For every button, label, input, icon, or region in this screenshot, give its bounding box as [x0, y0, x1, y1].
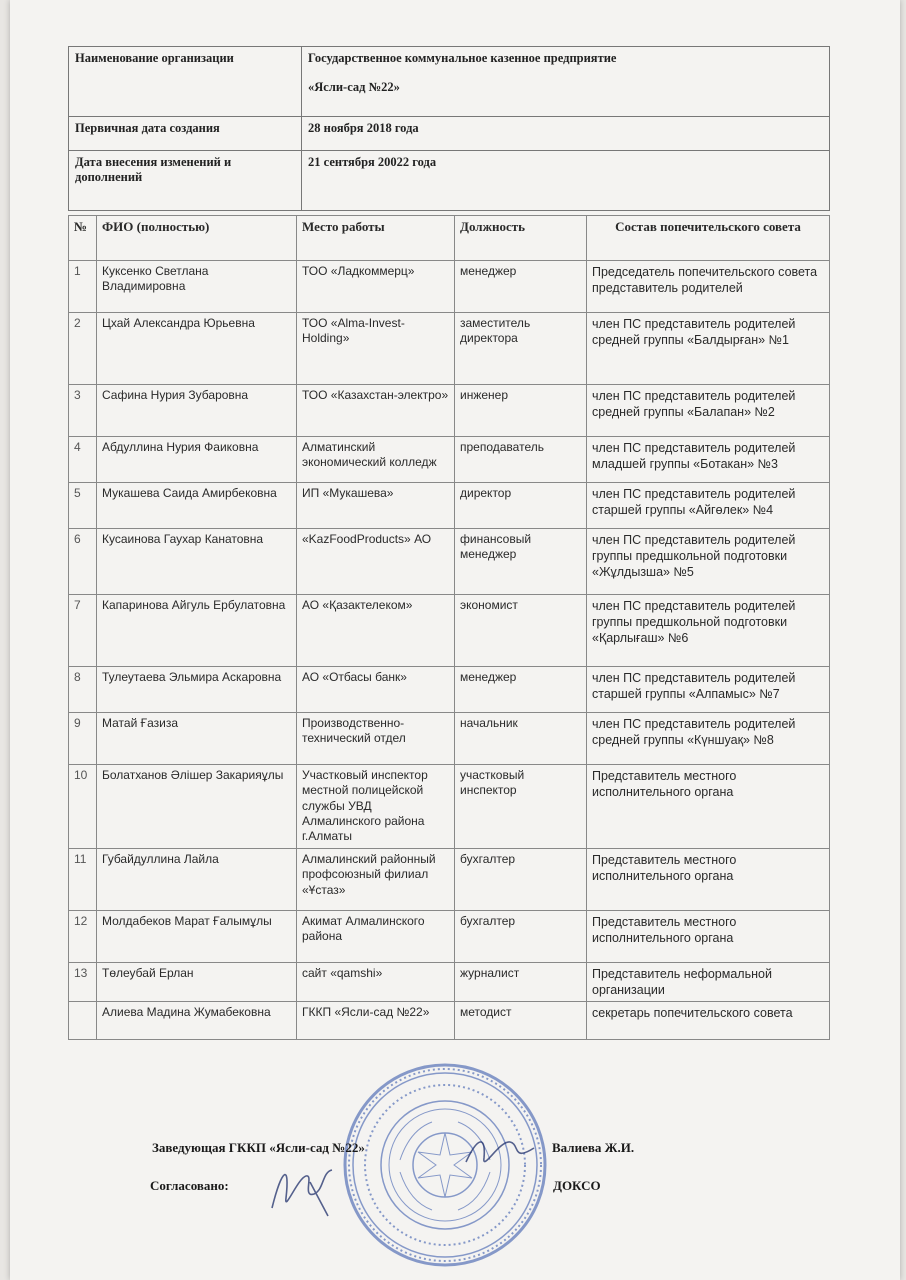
member-council-role: секретарь попечительского совета	[587, 1001, 830, 1039]
table-header-row	[69, 216, 830, 261]
table-row	[69, 313, 830, 385]
table-row	[69, 713, 830, 765]
member-council-role: член ПС представитель родителей старшей группы «Айгөлек» №4	[587, 483, 830, 529]
member-position: бухгалтер	[455, 910, 587, 962]
header-work: Место работы	[297, 216, 455, 261]
created-label: Первичная дата создания	[69, 117, 302, 151]
member-workplace: АО «Отбасы банк»	[297, 667, 455, 713]
header-num: №	[69, 216, 97, 261]
member-position: финансовый менеджер	[455, 529, 587, 595]
agreed-organization: ДОКСО	[553, 1178, 601, 1193]
member-name: Куксенко Светлана Владимировна	[97, 261, 297, 313]
member-name: Абдуллина Нурия Фаиковна	[97, 437, 297, 483]
member-workplace: ТОО «Казахстан-электро»	[297, 385, 455, 437]
header-council: Состав попечительского совета	[587, 216, 830, 261]
member-position: участковый инспектор	[455, 765, 587, 849]
org-line-1: Государственное коммунальное казенное предприятие	[308, 51, 617, 65]
member-council-role: член ПС представитель родителей средней группы «Балапан» №2	[587, 385, 830, 437]
created-value: 28 ноября 2018 года	[302, 117, 830, 151]
agreed-label: Согласовано:	[150, 1178, 229, 1193]
signature-head	[460, 1128, 540, 1174]
member-position: директор	[455, 483, 587, 529]
head-signature-name: Валиева Ж.И.	[552, 1140, 635, 1155]
member-position: журналист	[455, 962, 587, 1001]
organization-info-table	[68, 46, 830, 211]
member-name: Капаринова Айгуль Ербулатовна	[97, 595, 297, 667]
member-name: Төлеубай Ерлан	[97, 962, 297, 1001]
row-number: 9	[69, 713, 97, 765]
table-row	[69, 765, 830, 849]
row-number	[69, 1001, 97, 1039]
member-council-role: член ПС представитель родителей средней группы «Күншуақ» №8	[587, 713, 830, 765]
member-name: Молдабеков Марат Ғалымұлы	[97, 910, 297, 962]
info-row-changes	[69, 151, 830, 211]
org-line-2: «Ясли-сад №22»	[308, 80, 400, 94]
member-council-role: член ПС представитель родителей группы предшкольной подготовки «Қарлығаш» №6	[587, 595, 830, 667]
member-council-role: Представитель неформальной организации	[587, 962, 830, 1001]
table-row	[69, 848, 830, 910]
member-name: Губайдуллина Лайла	[97, 848, 297, 910]
table-row	[69, 437, 830, 483]
member-council-role: Представитель местного исполнительного органа	[587, 910, 830, 962]
member-council-role: член ПС представитель родителей старшей группы «Алпамыс» №7	[587, 667, 830, 713]
member-workplace: «KazFoodProducts» АО	[297, 529, 455, 595]
row-number: 3	[69, 385, 97, 437]
member-workplace: ИП «Мукашева»	[297, 483, 455, 529]
row-number: 5	[69, 483, 97, 529]
member-council-role: Представитель местного исполнительного органа	[587, 765, 830, 849]
member-name: Цхай Александра Юрьевна	[97, 313, 297, 385]
signature-agreed	[262, 1158, 344, 1220]
member-workplace: Алматинский экономический колледж	[297, 437, 455, 483]
table-row	[69, 1001, 830, 1039]
org-label: Наименование организации	[69, 47, 302, 117]
row-number: 6	[69, 529, 97, 595]
org-value	[302, 47, 830, 117]
header-position: Должность	[455, 216, 587, 261]
member-position: начальник	[455, 713, 587, 765]
member-council-role: член ПС представитель родителей средней группы «Балдырған» №1	[587, 313, 830, 385]
table-row	[69, 595, 830, 667]
table-row	[69, 529, 830, 595]
table-row	[69, 261, 830, 313]
row-number: 12	[69, 910, 97, 962]
member-name: Сафина Нурия Зубаровна	[97, 385, 297, 437]
member-workplace: АО «Қазактелеком»	[297, 595, 455, 667]
table-row	[69, 483, 830, 529]
table-row	[69, 962, 830, 1001]
member-workplace: Участковый инспектор местной полицейской службы УВД Алмалинского района г.Алматы	[297, 765, 455, 849]
member-position: менеджер	[455, 261, 587, 313]
member-council-role: член ПС представитель родителей группы предшкольной подготовки «Жұлдызша» №5	[587, 529, 830, 595]
row-number: 13	[69, 962, 97, 1001]
member-workplace: Алмалинский районный профсоюзный филиал «Ұстаз»	[297, 848, 455, 910]
member-name: Кусаинова Гаухар Канатовна	[97, 529, 297, 595]
head-signature-label: Заведующая ГККП «Ясли-сад №22»	[152, 1140, 365, 1155]
info-row-org	[69, 47, 830, 117]
member-position: заместитель директора	[455, 313, 587, 385]
member-position: методист	[455, 1001, 587, 1039]
member-position: бухгалтер	[455, 848, 587, 910]
member-workplace: ТОО «Alma-Invest-Holding»	[297, 313, 455, 385]
member-workplace: ГККП «Ясли-сад №22»	[297, 1001, 455, 1039]
changes-label: Дата внесения изменений и дополнений	[69, 151, 302, 211]
member-position: менеджер	[455, 667, 587, 713]
member-council-role: Председатель попечительского совета представитель родителей	[587, 261, 830, 313]
table-row	[69, 385, 830, 437]
member-council-role: Представитель местного исполнительного органа	[587, 848, 830, 910]
table-row	[69, 667, 830, 713]
member-name: Тулеутаева Эльмира Аскаровна	[97, 667, 297, 713]
changes-value: 21 сентября 20022 года	[302, 151, 830, 211]
row-number: 11	[69, 848, 97, 910]
member-name: Болатханов Әлішер Закарияұлы	[97, 765, 297, 849]
row-number: 8	[69, 667, 97, 713]
row-number: 1	[69, 261, 97, 313]
member-workplace: сайт «qamshi»	[297, 962, 455, 1001]
member-position: инженер	[455, 385, 587, 437]
row-number: 4	[69, 437, 97, 483]
member-name: Мукашева Саида Амирбековна	[97, 483, 297, 529]
row-number: 10	[69, 765, 97, 849]
member-position: преподаватель	[455, 437, 587, 483]
member-workplace: Акимат Алмалинского района	[297, 910, 455, 962]
member-council-role: член ПС представитель родителей младшей группы «Ботакан» №3	[587, 437, 830, 483]
member-workplace: ТОО «Ладкоммерц»	[297, 261, 455, 313]
row-number: 7	[69, 595, 97, 667]
info-row-created	[69, 117, 830, 151]
member-name: Алиева Мадина Жумабековна	[97, 1001, 297, 1039]
row-number: 2	[69, 313, 97, 385]
header-name: ФИО (полностью)	[97, 216, 297, 261]
member-name: Матай Ғазиза	[97, 713, 297, 765]
member-position: экономист	[455, 595, 587, 667]
member-workplace: Производственно-технический отдел	[297, 713, 455, 765]
table-row	[69, 910, 830, 962]
council-members-table	[68, 215, 830, 1040]
